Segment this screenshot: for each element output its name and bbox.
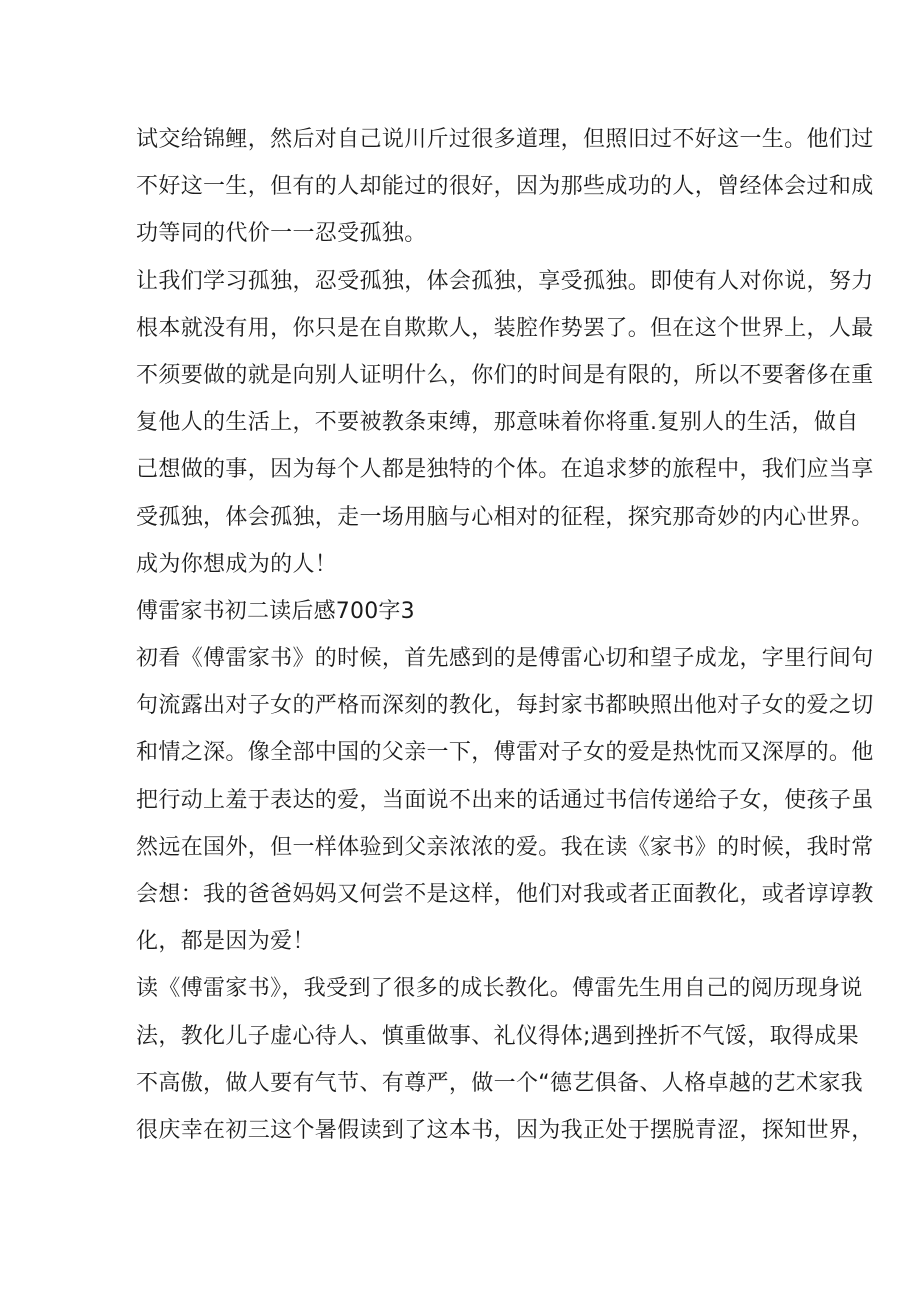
- body-text-line: 复他人的生活上，不要被教条束缚，那意味着你将重.复别人的生活，做自: [136, 410, 859, 436]
- body-text-line: 己想做的事，因为每个人都是独特的个体。在追求梦的旅程中，我们应当享: [136, 457, 874, 483]
- body-text-line: 把行动上羞于表达的爱，当面说不出来的话通过书信传递给子女，使孩子虽: [136, 787, 874, 813]
- body-text-line: 不高傲，做人要有气节、有尊严，做一个“德艺俱备、人格卓越的艺术家我: [136, 1070, 863, 1096]
- body-text-line: 不好这一生，但有的人却能过的很好，因为那些成功的人，曾经体会过和成: [136, 174, 874, 200]
- body-text-line: 功等同的代价一一忍受孤独。: [136, 221, 427, 247]
- body-text-line: 化，都是因为爱！: [136, 929, 315, 955]
- body-text-line: 初看《傅雷家书》的时候，首先感到的是傅雷心切和望子成龙，字里行间句: [136, 646, 874, 672]
- body-text-line: 不须要做的就是向别人证明什么，你们的时间是有限的，所以不要奢侈在重: [136, 362, 874, 388]
- section-heading: 傅雷家书初二读后感700字3: [136, 598, 415, 624]
- body-text-line: 然远在国外，但一样体验到父亲浓浓的爱。我在读《家书》的时候，我时常: [136, 834, 874, 860]
- body-text-line: 法，教化儿子虚心待人、慎重做事、礼仪得体;遇到挫折不气馁，取得成果: [136, 1023, 859, 1049]
- body-text-line: 成为你想成为的人！: [136, 551, 338, 577]
- body-text-line: 读《傅雷家书》，我受到了很多的成长教化。傅雷先生用自己的阅历现身说: [136, 976, 863, 1002]
- body-text-line: 根本就没有用，你只是在自欺欺人，装腔作势罢了。但在这个世界上，人最: [136, 315, 874, 341]
- body-text-line: 让我们学习孤独，忍受孤独，体会孤独，享受孤独。即使有人对你说，努力: [136, 268, 874, 294]
- body-text-line: 很庆幸在初三这个暑假读到了这本书，因为我正处于摆脱青涩，探知世界，: [136, 1117, 874, 1143]
- body-text-line: 句流露出对子女的严格而深刻的教化，每封家书都映照出他对子女的爱之切: [136, 693, 874, 719]
- document-body: [136, 116, 874, 1154]
- body-text-line: 试交给锦鲤，然后对自己说川斤过很多道理，但照旧过不好这一生。他们过: [136, 127, 874, 152]
- body-text-line: 受孤独，体会孤独，走一场用脑与心相对的征程，探究那奇妙的内心世界。: [136, 504, 874, 530]
- body-text-line: 会想：我的爸爸妈妈又何尝不是这样，他们对我或者正面教化，或者谆谆教: [136, 882, 874, 907]
- body-text-line: 和情之深。像全部中国的父亲一下，傅雷对子女的爱是热忱而又深厚的。他: [136, 740, 874, 766]
